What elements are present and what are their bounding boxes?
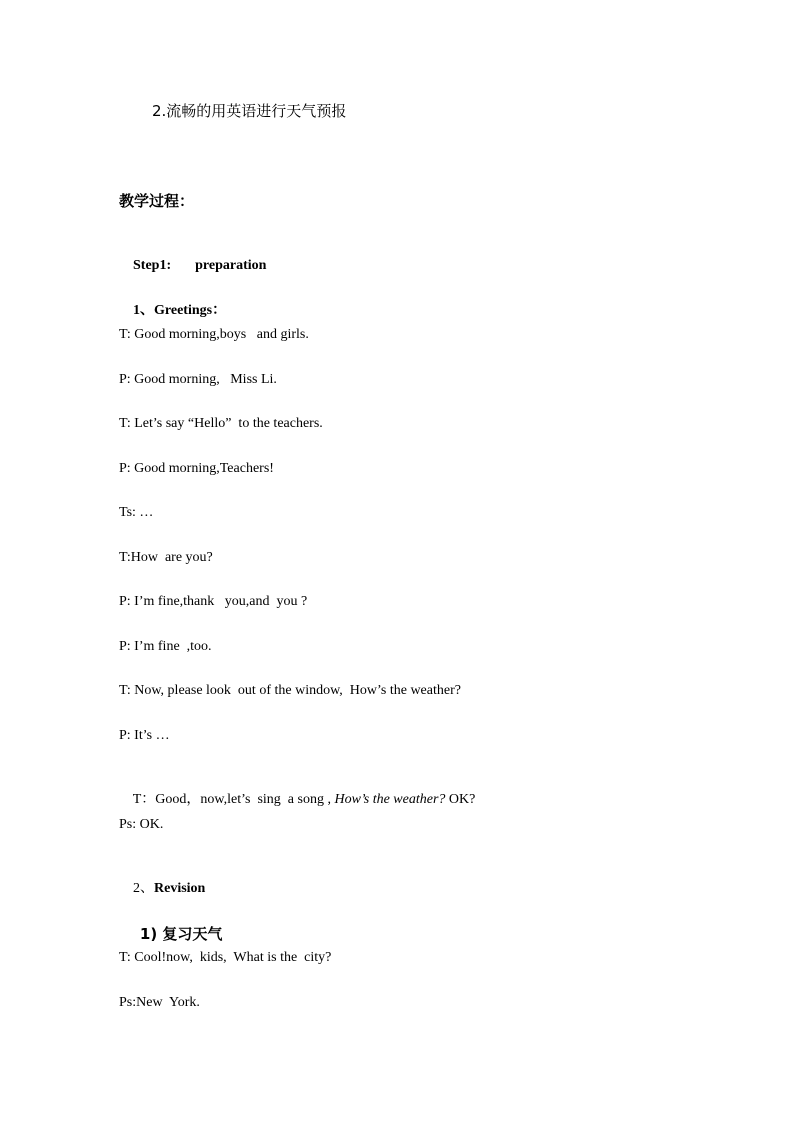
dialogue-line: P: I’m fine ,too. <box>119 639 212 654</box>
step1-label: Step1: <box>133 258 172 273</box>
dialogue-line: T: Good morning,boys and girls. <box>119 327 309 342</box>
section1-number: 1、 <box>133 303 154 318</box>
dialogue-line: T: Cool!now, kids, What is the city? <box>119 950 332 965</box>
objective-item-2: 2.流畅的用英语进行天气预报 <box>152 102 347 120</box>
song-line-suffix: OK? <box>445 792 476 807</box>
subsection1-number: 1) <box>139 925 158 943</box>
dialogue-line: T:How are you? <box>119 550 213 565</box>
dialogue-line: P: Good morning,Teachers! <box>119 461 274 476</box>
dialogue-line: Ps:New York. <box>119 995 200 1010</box>
dialogue-line: Ps: OK. <box>119 817 164 832</box>
song-dialogue-line <box>119 770 475 830</box>
song-title: How’s the weather? <box>334 792 446 807</box>
subsection1-title: 复习天气 <box>162 925 223 943</box>
song-line-prefix: T：Good，now,let’s sing a song , <box>132 792 335 807</box>
dialogue-line: T: Let’s say “Hello” to the teachers. <box>119 416 323 431</box>
section1-title: Greetings： <box>154 303 227 318</box>
dialogue-line: T: Now, please look out of the window, How’s the weather? <box>119 683 461 698</box>
teaching-process-heading: 教学过程： <box>119 192 195 210</box>
dialogue-line: Ts: … <box>119 505 154 520</box>
step1-title: preparation <box>195 258 267 273</box>
dialogue-line: P: Good morning, Miss Li. <box>119 372 277 387</box>
section2-title: Revision <box>154 881 206 896</box>
dialogue-line: P: I’m fine,thank you,and you ? <box>119 594 308 609</box>
section2-number: 2、 <box>133 881 154 896</box>
dialogue-line: P: It’s … <box>119 728 170 743</box>
